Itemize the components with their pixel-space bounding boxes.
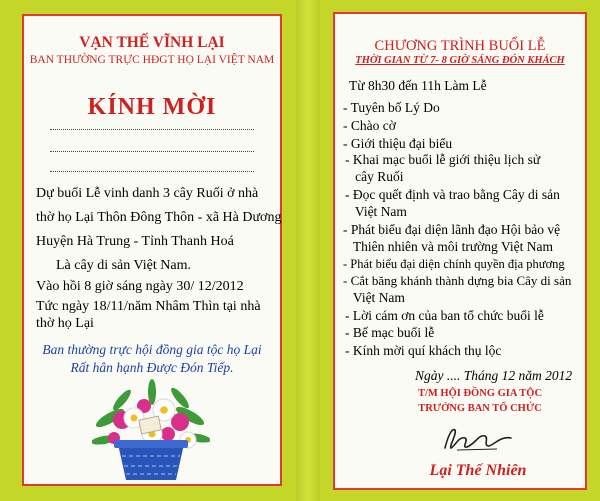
signature-image	[439, 422, 519, 454]
program-item: - Phát biểu đại diện chính quyền địa phương	[343, 257, 565, 271]
committee-header: BAN THƯỜNG TRỰC HĐGT HỌ LẠI VIỆT NAM	[29, 54, 275, 66]
date-line: Ngày .... Tháng 12 năm 2012	[415, 368, 573, 383]
family-header: VẠN THẾ VĨNH LẠI	[79, 34, 225, 51]
body-line-7: thờ họ Lại	[36, 316, 94, 331]
closing-line-1: Ban thường trực hội đồng gia tộc họ Lại	[42, 342, 262, 357]
program-item: - Kính mời quí khách thụ lộc	[345, 343, 502, 358]
organization-line-1: T/M HỘI ĐỒNG GIA TỘC	[417, 388, 543, 399]
program-item: - Lời cám ơn của ban tổ chức buổi lễ	[345, 308, 544, 323]
body-line-4: Là cây di sản Việt Nam.	[56, 258, 191, 273]
closing-line-2: Rất hân hạnh Được Đón Tiếp.	[70, 360, 234, 375]
program-item: - Tuyên bố Lý Do	[343, 100, 440, 115]
body-line-3: Huyện Hà Trung - Tỉnh Thanh Hoá	[36, 234, 234, 249]
program-item: Thiên nhiên và môi trường Việt Nam	[343, 239, 553, 254]
invitation-card	[22, 14, 282, 486]
program-card	[333, 12, 587, 490]
card-fold	[296, 0, 320, 501]
program-item: - Chào cờ	[343, 118, 396, 133]
program-item: cây Ruối	[345, 169, 404, 184]
program-item: - Phát biểu đại diện lãnh đạo Hội bảo vệ	[343, 222, 561, 237]
program-item: - Cắt băng khánh thành dựng bia Cây di sản	[343, 273, 572, 288]
body-line-5: Vào hồi 8 giờ sáng ngày 30/ 12/2012	[36, 279, 244, 294]
body-line-6: Tức ngày 18/11/năm Nhâm Thìn tại nhà	[36, 299, 261, 314]
program-item: - Giới thiệu đại biểu	[343, 136, 453, 151]
program-subtitle: THỜI GIAN TỪ 7- 8 GIỜ SÁNG ĐÓN KHÁCH	[355, 55, 565, 66]
program-item: Việt Nam	[343, 290, 405, 305]
program-intro: Từ 8h30 đến 11h Làm Lễ	[349, 78, 487, 93]
program-title: CHƯƠNG TRÌNH BUỔI LỄ	[374, 38, 546, 54]
guest-name-line-1	[50, 129, 254, 130]
program-item: - Khai mạc buổi lễ giới thiệu lịch sử	[345, 152, 541, 167]
pot-rim	[114, 440, 188, 448]
signer-name: Lại Thế Nhiên	[429, 462, 527, 479]
organization-line-2: TRƯỞNG BAN TỔ CHỨC	[418, 403, 542, 414]
body-line-2: thờ họ Lại Thôn Đông Thôn - xã Hà Dương	[36, 210, 282, 225]
program-item: - Đọc quết định và trao bằng Cây di sản	[345, 187, 560, 202]
guest-name-line-2	[50, 151, 254, 152]
guest-name-line-3	[50, 171, 254, 172]
body-line-1: Dự buổi Lễ vinh danh 3 cây Ruối ở nhà	[36, 186, 259, 201]
program-item: - Bế mạc buổi lễ	[345, 325, 435, 340]
program-item: Việt Nam	[345, 204, 407, 219]
flower-pot-image	[92, 378, 210, 482]
invitation-title: KÍNH MỜI	[87, 94, 217, 120]
